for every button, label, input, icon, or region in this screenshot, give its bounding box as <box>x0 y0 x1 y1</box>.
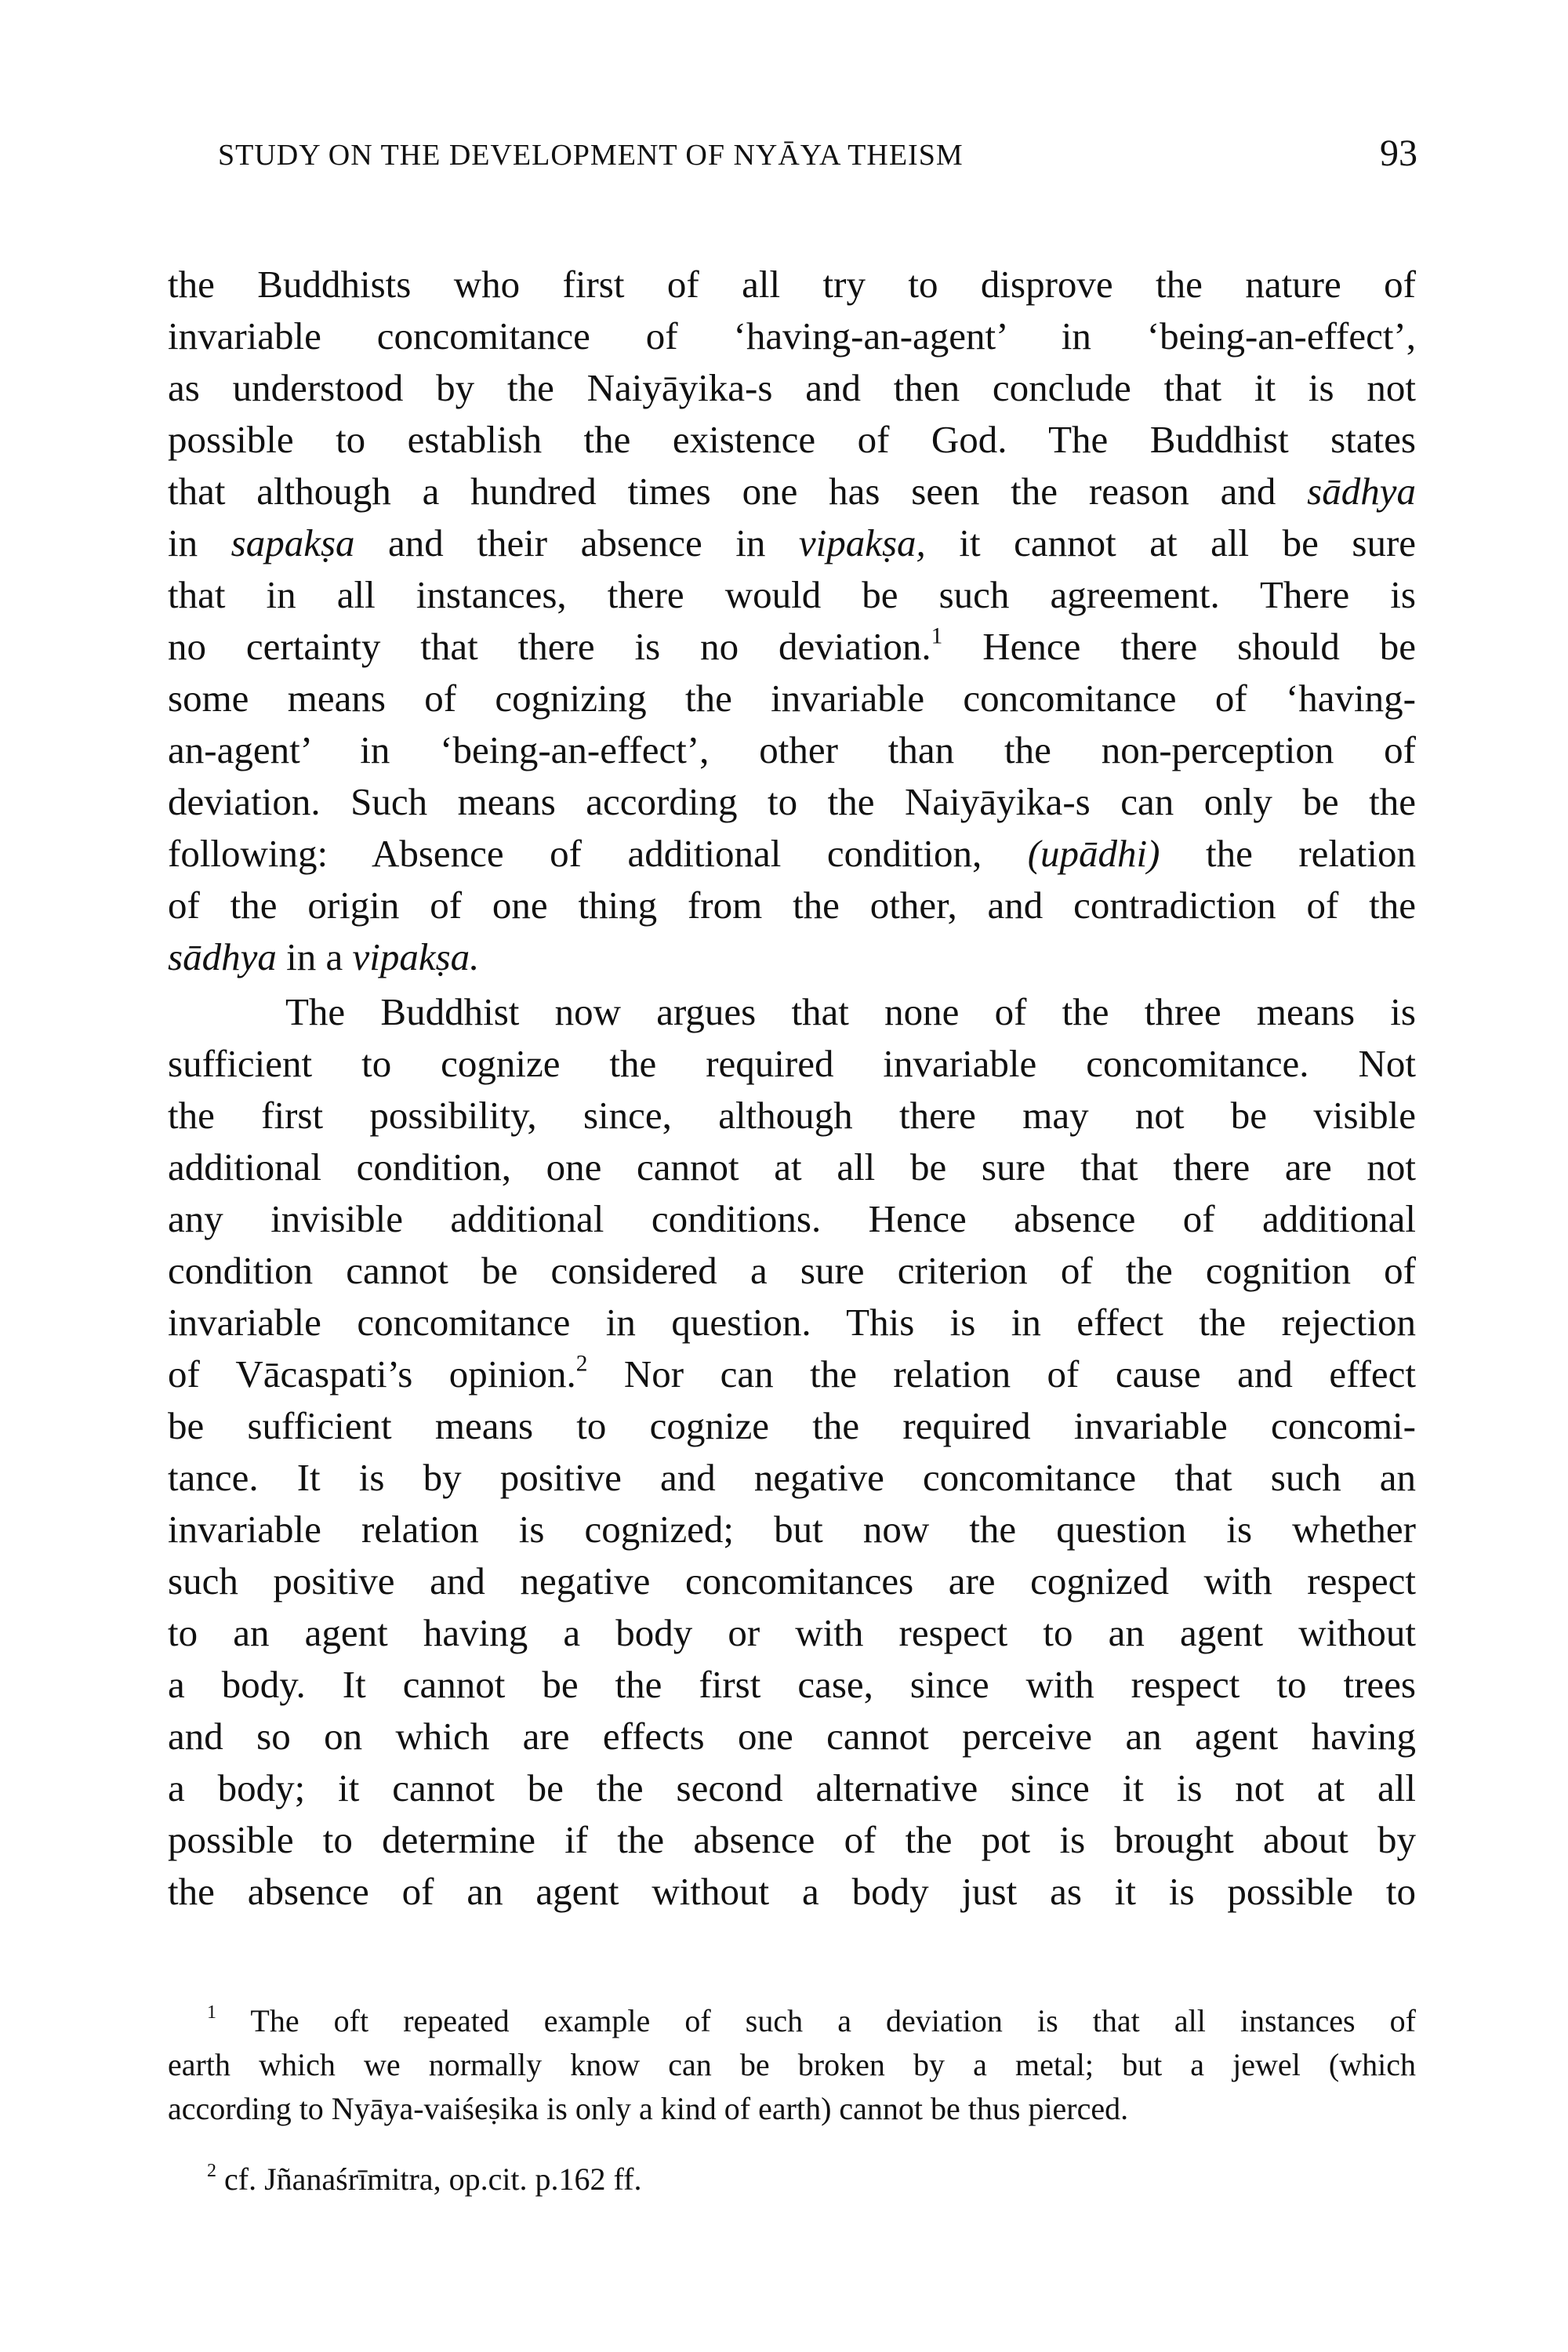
italic-term: sādhya <box>1307 470 1416 513</box>
text-run: earth which we normally know can be broken by a metal; but a jewel (which <box>168 2047 1416 2082</box>
text-run: condition cannot be considered a sure criterion of the cognition of <box>168 1249 1416 1292</box>
text-line <box>168 362 1416 414</box>
text-line <box>168 1999 1416 2043</box>
text-line <box>168 1038 1416 1090</box>
text-run: in <box>168 521 231 564</box>
text-run: some means of cognizing the invariable concomitance of ‘having- <box>168 677 1416 720</box>
text-run: the first possibility, since, although there may not be visible <box>168 1094 1416 1137</box>
text-line <box>168 414 1416 466</box>
text-run: in a <box>276 935 353 978</box>
text-run: Hence there should be <box>942 625 1416 668</box>
text-run: possible to determine if the absence of the pot is brought about by <box>168 1818 1416 1861</box>
text-line <box>168 1142 1416 1193</box>
text-run: tance. It is by positive and negative concomitance that such an <box>168 1456 1416 1499</box>
footnote-marker: 2 <box>207 2161 216 2182</box>
running-header <box>218 132 1417 179</box>
text-run: possible to establish the existence of God. The Buddhist states <box>168 418 1416 461</box>
text-line <box>168 466 1416 517</box>
text-line <box>168 1193 1416 1245</box>
text-run: and their absence in <box>354 521 799 564</box>
text-run: to an agent having a body or with respect to an agent without <box>168 1611 1416 1654</box>
text-run: of Vācaspati’s opinion. <box>168 1352 576 1396</box>
text-line <box>168 1400 1416 1452</box>
text-line <box>168 828 1416 880</box>
body-paragraph-2 <box>168 986 1416 1918</box>
text-run: additional condition, one cannot at all be sure that there are not <box>168 1145 1416 1189</box>
text-line <box>168 1814 1416 1866</box>
text-line <box>168 986 1416 1038</box>
text-run: be sufficient means to cognize the required invariable concomi- <box>168 1404 1416 1447</box>
text-line <box>168 1452 1416 1504</box>
text-run: any invisible additional conditions. Hence absence of additional <box>168 1197 1416 1240</box>
text-run: a body. It cannot be the first case, since with respect to trees <box>168 1663 1416 1706</box>
text-run: Nor can the relation of cause and effect <box>587 1352 1416 1396</box>
text-line <box>168 1711 1416 1762</box>
text-run: invariable relation is cognized; but now the question is whether <box>168 1508 1416 1551</box>
text-line <box>168 776 1416 828</box>
text-run: invariable concomitance of ‘having-an-agent’ in ‘being-an-effect’, <box>168 314 1416 358</box>
text-run: and so on which are effects one cannot perceive an agent having <box>168 1715 1416 1758</box>
text-run: such positive and negative concomitances are cognized with respect <box>168 1559 1416 1602</box>
text-line <box>168 2087 1416 2131</box>
text-line <box>168 1866 1416 1918</box>
italic-term: vipakṣa. <box>352 935 480 978</box>
text-run: as understood by the Naiyāyika-s and then conclude that it is not <box>168 366 1416 409</box>
footnote-2 <box>168 2158 1416 2201</box>
text-run: deviation. Such means according to the Naiyāyika-s can only be the <box>168 780 1416 823</box>
text-line <box>168 1297 1416 1348</box>
footnote-marker: 2 <box>575 1351 588 1377</box>
text-run: the Buddhists who first of all try to disprove the nature of <box>168 263 1416 306</box>
text-run: The Buddhist now argues that none of the three means is <box>285 990 1416 1033</box>
text-line <box>168 2158 1416 2201</box>
text-run: cf. Jñanaśrīmitra, op.cit. p.162 ff. <box>216 2161 642 2197</box>
text-line <box>168 517 1416 569</box>
text-run: that in all instances, there would be such agreement. There is <box>168 573 1416 616</box>
body-paragraph-1 <box>168 259 1416 983</box>
text-run: the relation <box>1160 832 1416 875</box>
footnote-1 <box>168 1999 1416 2131</box>
text-run: invariable concomitance in question. This is in effect the rejection <box>168 1301 1416 1344</box>
italic-term: vipakṣa, <box>798 521 926 564</box>
running-title: STUDY ON THE DEVELOPMENT OF NYĀYA THEISM <box>218 139 964 172</box>
italic-term: (upādhi) <box>1027 832 1160 875</box>
page-number: 93 <box>1380 132 1417 174</box>
text-line <box>168 1090 1416 1142</box>
text-line <box>168 569 1416 621</box>
text-line <box>168 1607 1416 1659</box>
text-line <box>168 880 1416 931</box>
text-line <box>168 673 1416 724</box>
text-line <box>168 931 1416 983</box>
footnote-marker: 1 <box>207 2002 216 2024</box>
text-run: it cannot at all be sure <box>925 521 1417 564</box>
text-line <box>168 259 1416 310</box>
text-line <box>168 2043 1416 2087</box>
footnote-marker: 1 <box>931 623 943 649</box>
text-run: the absence of an agent without a body just as it is possible to <box>168 1870 1416 1913</box>
text-run: of the origin of one thing from the other, and contradiction of the <box>168 884 1416 927</box>
text-line <box>168 621 1416 673</box>
text-line <box>168 1504 1416 1555</box>
text-line <box>168 724 1416 776</box>
text-line <box>168 1245 1416 1297</box>
text-line <box>168 310 1416 362</box>
text-run: according to Nyāya-vaiśeṣika is only a kind of earth) cannot be thus pierced. <box>168 2091 1129 2126</box>
text-run: following: Absence of additional condition, <box>168 832 1028 875</box>
text-line <box>168 1762 1416 1814</box>
text-run: a body; it cannot be the second alternative since it is not at all <box>168 1766 1416 1809</box>
text-line <box>168 1659 1416 1711</box>
text-run: The oft repeated example of such a deviation is that all instances of <box>216 2003 1416 2038</box>
text-run: an-agent’ in ‘being-an-effect’, other than the non-perception of <box>168 728 1416 771</box>
italic-term: sapakṣa <box>230 521 355 564</box>
text-line <box>168 1555 1416 1607</box>
text-run: that although a hundred times one has seen the reason and <box>168 470 1308 513</box>
text-line <box>168 1348 1416 1400</box>
italic-term: sādhya <box>168 935 277 978</box>
text-run: sufficient to cognize the required invariable concomitance. Not <box>168 1042 1416 1085</box>
text-run: no certainty that there is no deviation. <box>168 625 931 668</box>
